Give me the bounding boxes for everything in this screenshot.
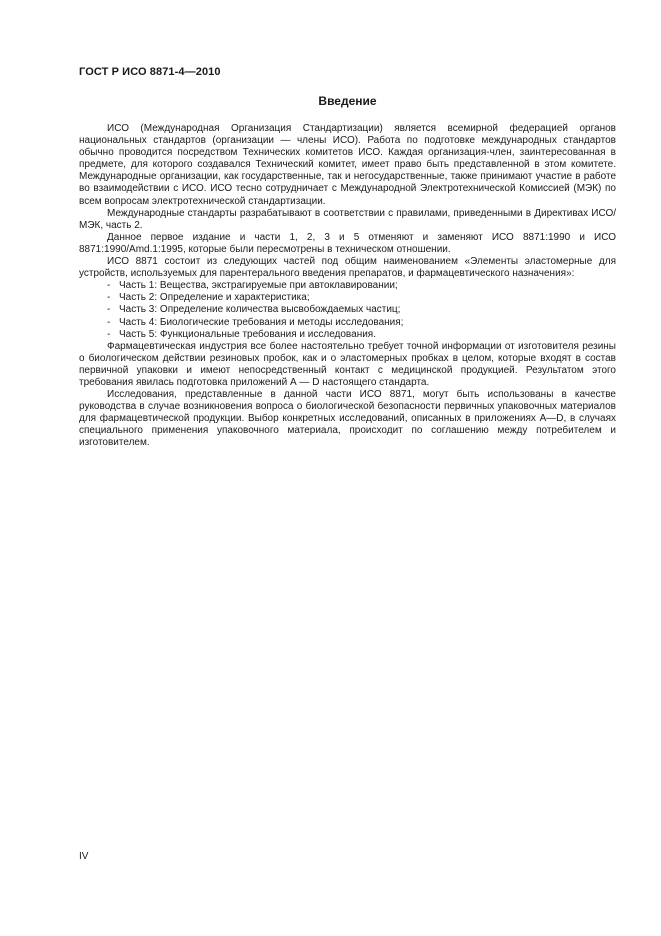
paragraph-pharma-industry: Фармацевтическая индустрия все более настоятельно требует точной информации от изготовителя резины о биологическом действии резиновых пробок, как и о эластомерных пробках в целом, которые входят в состав первичной упаковки и имеют непосредственный контакт с медицинской продукцией. Результатом этого требования явилась подготовка приложений А — D настоящего стандарта. <box>79 340 616 388</box>
section-title: Введение <box>318 94 377 108</box>
paragraph-intro-iso: ИСО (Международная Организация Стандартизации) является всемирной федерацией органов национальных стандартов (организации — члены ИСО). Работа по подготовке международных стандартов обычно проводится посредством Технических комитетов ИСО. Каждая организация-член, заинтересованная в предмете, для которого создавался Технический комитет, имеет право быть представленной в этом комитете. Международные организации, как государственные, так и негосударственные, также принимают участие в работе во взаимодействии с ИСО. ИСО тесно сотрудничает с Международной Электротехнической Комиссией (МЭК) по всем вопросам электротехнической стандартизации. <box>79 123 616 207</box>
page-number: IV <box>79 851 89 862</box>
list-item-text: Часть 3: Определение количества высвобождаемых частиц; <box>119 304 401 316</box>
list-marker: - <box>107 292 111 304</box>
paragraph-first-edition: Данное первое издание и части 1, 2, 3 и 5 отменяют и заменяют ИСО 8871:1990 и ИСО 8871:1990/Amd.1:1995, которые были пересмотрены в техническом отношении. <box>79 231 616 255</box>
list-marker: - <box>107 316 111 328</box>
list-item <box>79 304 616 316</box>
document-header-id: ГОСТ Р ИСО 8871-4—2010 <box>79 66 221 78</box>
list-marker: - <box>107 304 111 316</box>
list-item-text: Часть 4: Биологические требования и методы исследования; <box>119 316 404 328</box>
body-text <box>79 123 616 450</box>
list-item <box>79 292 616 304</box>
list-item <box>79 329 616 341</box>
paragraph-directives: Международные стандарты разрабатывают в соответствии с правилами, приведенными в Директивах ИСО/МЭК, часть 2. <box>79 207 616 231</box>
list-item-text: Часть 2: Определение и характеристика; <box>119 292 310 304</box>
list-item-text: Часть 5: Функциональные требования и исследования. <box>119 328 376 340</box>
list-item <box>79 317 616 329</box>
list-item <box>79 280 616 292</box>
paragraph-parts-intro: ИСО 8871 состоит из следующих частей под общим наименованием «Элементы эластомерные для устройств, используемых для парентерального введения препаратов, и фармацевтического назначения»: <box>79 256 616 280</box>
parts-list <box>79 280 616 340</box>
list-item-text: Часть 1: Вещества, экстрагируемые при автоклавировании; <box>119 280 398 292</box>
paragraph-research-usage: Исследования, представленные в данной части ИСО 8871, могут быть использованы в качестве руководства в случае возникновения вопроса о биологической безопасности первичных упаковочных материалов для фармацевтической продукции. Выбор конкретных исследований, описанных в приложениях А—D, в случаях специального применения упаковочного материала, происходит по соглашению между потребителем и изготовителем. <box>79 389 616 449</box>
list-marker: - <box>107 328 111 340</box>
list-marker: - <box>107 280 111 292</box>
